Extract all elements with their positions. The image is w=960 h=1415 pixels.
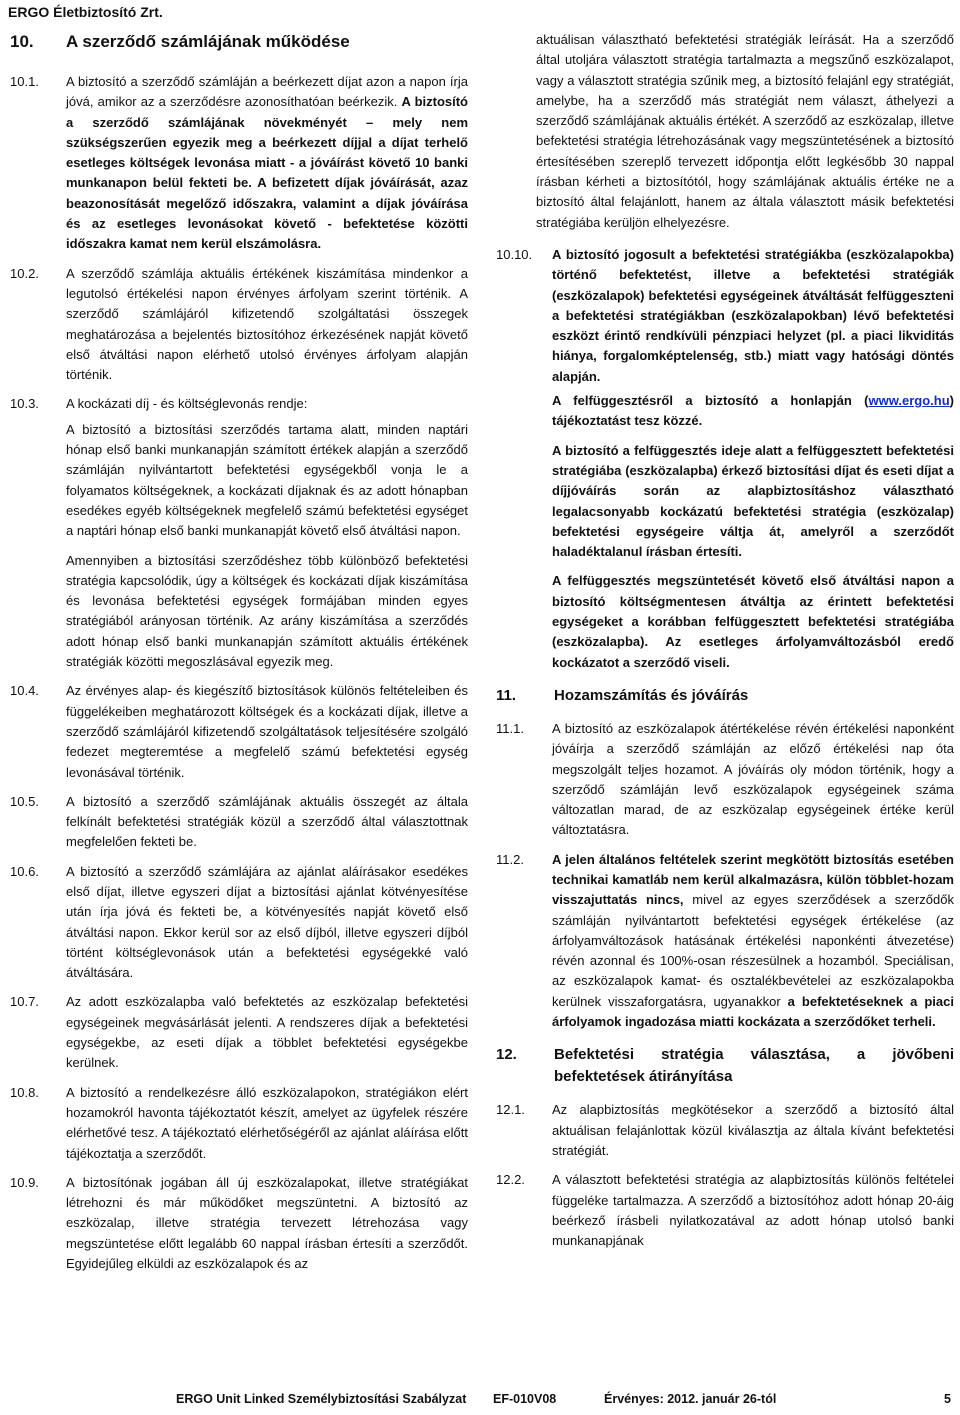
clause-10-3-paragraph-2: Amennyiben a biztosítási szerződéshez több különböző befektetési stratégia kapcsolódik, úgy a költségek és kockázati díjak kiszámítása és levonása befektetési egységek formájában minden egyes stratégiából arányosan történik. Az arány kiszámítása a szerződés adott hónap első banki munkanapján számított aktuális értékének stratégiák közötti megoszlásával egyezik meg.	[66, 552, 468, 670]
clause-11-2	[496, 850, 954, 1033]
clause-10-10-paragraph-4: A felfüggesztés megszüntetését követő első átváltási napon a biztosító költségmentesen átváltja az érintett befektetési egységeket a korábban felfüggesztett befektetési stratégiába (eszközalapba). Az esetleges árfolyamváltozásból eredő kockázatot a szerződő viseli.	[552, 573, 954, 670]
section-title: Befektetési stratégia választása, a jövőbeni befektetések átirányítása	[554, 1046, 954, 1086]
clause-text: A választott befektetési stratégia az alapbiztosítás különös feltételei függeléke tartalmazza. A szerződő a biztosítóhoz adott hónap 20-áig beérkező írásbeli nyilatkozatával az adott hónap utolsó banki munkanapjának	[552, 1172, 954, 1249]
clause-number: 10.8.	[10, 1084, 39, 1100]
clause-text: A biztosítónak jogában áll új eszközalapokat, illetve stratégiákat létrehozni és már működőket megszüntetni. A biztosító az eszközalap, illetve stratégia tervezett létrehozása vagy megszüntetése előtt legalább 60 nappal írásban értesíti a szerződőt. Egyidejűleg elküldi az eszközalapok és az	[66, 1174, 468, 1272]
section-title: A szerződő számlájának működése	[66, 32, 350, 51]
clause-12-2	[496, 1170, 954, 1251]
clause-10-1	[10, 72, 468, 255]
footer-document-code: EF-010V08	[493, 1392, 557, 1406]
clause-number: 12.2.	[496, 1172, 525, 1188]
footer-page-number: 5	[944, 1392, 951, 1406]
company-name: ERGO Életbiztosító Zrt.	[8, 4, 163, 20]
clause-text: Az alapbiztosítás megkötésekor a szerződő a biztosító által aktuálisan felajánlottak közül kiválasztja az általa kívánt befektetési stratégiát.	[552, 1102, 954, 1158]
clause-number: 10.2.	[10, 265, 39, 281]
clause-10-6	[10, 862, 468, 984]
clause-text: A szerződő számlája aktuális értékének kiszámítása mindenkor a legutolsó értékelési napon érvényes árfolyam szerint történik. A szerződő számlájáról kifizetendő szolgáltatási összegek meghatározása a bejelentés biztosítóhoz érkezésének napját követő első átváltási napon elérhető utolsó érvényes árfolyam alapján történik.	[66, 265, 468, 383]
clause-10-9	[10, 1173, 468, 1274]
clause-number: 10.6.	[10, 863, 39, 879]
clause-number: 11.1.	[496, 720, 524, 736]
clause-10-3	[10, 394, 468, 414]
clause-text: A biztosító a rendelkezésre álló eszközalapokon, stratégiákon elért hozamokról havonta tájékoztatót készít, amelyet az ügyfelek részére elérhetővé tesz. A tájékoztató elérhetőségéről az ajánlat aláírása előtt tájékoztatja a szerződőt.	[66, 1084, 468, 1161]
clause-number: 12.1.	[496, 1102, 525, 1118]
clause-10-10	[496, 245, 954, 387]
notice-text: A felfüggesztésről a biztosító a honlapján (	[552, 393, 869, 409]
clause-text: A kockázati díj - és költséglevonás rendje:	[66, 396, 308, 412]
clause-10-4	[10, 681, 468, 782]
clause-10-7	[10, 992, 468, 1073]
clause-text: A biztosító az eszközalapok átértékelése révén értékelési naponként jóváírja a szerződő számláján az előző értékelési nap óta megszolgált teljes hozamot. A jóváírás oly módon történik, hogy a szerződő számláján levő eszközalapok egységeinek száma változatlan marad, de az eszközalap egységeinek értéke kerül változtatásra.	[552, 720, 954, 838]
section-title: Hozamszámítás és jóváírás	[554, 686, 749, 704]
clause-10-10-paragraph-3: A biztosító a felfüggesztés ideje alatt a felfüggesztett befektetési stratégiába (eszközalapba) érkező biztosítási díjat és eseti díjat a díjjóváírás során az alapbiztosításhoz választható legalacsonyabb kockázatú befektetési stratégia (eszközalap) befektetési egységeire váltja át, amelyről a szerződőt haladéktalanul írásban értesíti.	[552, 442, 954, 560]
clause-number: 10.1.	[10, 74, 39, 89]
section-number: 10.	[10, 32, 34, 51]
clause-text-bold: A jelen általános feltételek szerint megkötött biztosítás esetében technikai kamatláb nem kerül alkalmazásra, külön többlet-hozam visszajuttatás nincs,	[552, 851, 954, 908]
clause-number: 10.4.	[10, 683, 39, 699]
clause-10-2	[10, 264, 468, 386]
clause-10-3-paragraph-1: A biztosító a biztosítási szerződés tartama alatt, minden naptári hónap első banki munkanapján számított értékek alapján a szerződő számláján nyilvántartott befektetési egységekből vonja le a folyamatos költségeknek, a kockázati díjaknak és az adott hónapban esedékes egyéb költségeknek megfelelő számú befektetési egységet a naptári hónap első banki munkanapját követő első átváltási napon.	[66, 421, 468, 539]
left-column	[10, 72, 468, 1283]
clause-10-10-notice	[552, 391, 954, 432]
clause-text: Az érvényes alap- és kiegészítő biztosítások különös feltételeiben és függelékeiben meghatározott költségek és a kockázati díjak, illetve a szerződő számlájáról kifizetendő szolgáltatások teljesítésére szolgáló fedezet megteremtése a megfelelő számú befektetési egység levonásával történik.	[66, 683, 468, 780]
clause-11-1	[496, 719, 954, 841]
clause-text: Az adott eszközalapba való befektetés az eszközalap befektetési egységeinek megvásárlását jelenti. A rendszeres díjak a befektetési egységekbe, az eseti díjak a többlet befektetési egységekbe kerülnek.	[66, 994, 468, 1071]
clause-text-bold: A biztosító a szerződő számlájának növekményét – mely nem szükségszerűen egyezik meg a beérkezett díjjal a díjat terhelő esetleges költségek levonása miatt - a jóváírást követő 10 banki munkanapon belül fekteti be. A befizetett díjak jóváírását, azaz beazonosítását megelőző időszakra, valamint a díjak jóváírása és az esetleges levonásokat követő - befektetése közötti időszakra kamat nem kerül elszámolásra.	[66, 94, 468, 252]
section-number: 11.	[496, 686, 517, 704]
clause-text: A biztosító a szerződő számlájának aktuális összegét az általa felkínált befektetési stratégiák közül a szerződő által választottnak megfelelően fekteti be.	[66, 793, 468, 850]
clause-number: 10.9.	[10, 1174, 39, 1190]
clause-text-plain: A biztosító a szerződő számláján a beérkezett díjat azon a napon írja jóvá, amikor az a szerződésre azonosíthatóan beérkezik.	[66, 74, 468, 110]
ergo-website-link[interactable]: www.ergo.hu	[868, 393, 950, 409]
clause-number: 10.5.	[10, 793, 39, 809]
clause-text-bold-end: a befektetéseknek a piaci árfolyamok ingadozása miatti kockázata a szerződőket terheli.	[552, 993, 954, 1030]
clause-10-9-continuation: aktuálisan választható befektetési stratégiák leírását. Ha a szerződő által utoljára választott stratégia tartalmazta a megszűnő eszközalapot, vagy a választott stratégia szűnik meg, a biztosító felajánl egy stratégiát, amelybe, ha a szerződő más stratégiát nem választ, áthelyezi a szerződő számlájának aktuális értékét. A szerződő az eszközalap, illetve befektetési stratégia létrehozásának vagy megszüntetésének a biztosító értesítésében szereplő tervezett időpontja előtt legkésőbb 30 nappal írásban kérheti a biztosítótól, hogy számlájának aktuális értéke ne a biztosító által felajánlott, hanem az általa választott másik befektetési stratégiába kerüljön elhelyezésre.	[536, 32, 954, 230]
clause-text: A biztosító jogosult a befektetési stratégiákba (eszközalapokba) történő befektetést, illetve a befektetési stratégiák (eszközalapok) befektetési egységeinek átváltását felfüggeszteni a befektetési stratégiákban (eszközalapokban) lévő befektetési eszközt érintő rendkívüli pénzpiaci helyzet (pl. a piaci likviditás hiánya, forgalomképtelenség, stb.) miatt vagy hatósági döntés alapján.	[552, 246, 954, 384]
clause-number: 10.10.	[496, 246, 533, 262]
clause-number: 10.3.	[10, 396, 39, 412]
clause-number: 11.2.	[496, 851, 524, 867]
clause-text	[552, 850, 954, 1033]
section-12-heading	[496, 1044, 954, 1088]
footer-document-title: ERGO Unit Linked Személybiztosítási Szabályzat	[176, 1392, 467, 1406]
section-number: 12.	[496, 1046, 517, 1064]
clause-12-1	[496, 1100, 954, 1161]
clause-text-plain: mivel az egyes szerződések a szerződők számláján nyilvántartott befektetési egységek értékelése (az árfolyamváltozások hatásának értékelési naponkénti átvezetése) révén azonnal és 100%-osan részesülnek a hozamból. Speciálisan, az eszközalapok kamat- és osztalékbevételei az eszközalapokba kerülnek visszaforgatásra, ugyanakkor	[552, 892, 954, 1009]
section-10-heading	[10, 32, 480, 52]
clause-10-5	[10, 792, 468, 853]
right-column	[496, 30, 954, 1260]
footer-validity: Érvényes: 2012. január 26-tól	[604, 1392, 777, 1406]
section-11-heading	[496, 685, 954, 707]
notice-text-end: ) tájékoztatást tesz közzé.	[552, 393, 954, 429]
clause-text: A biztosító a szerződő számlájára az ajánlat aláírásakor esedékes első díjat, illetve egyszeri díjat a biztosítási ajánlat kötvényesítése után írja jóvá és fekteti be, a kötvényesítés napját követő első átváltási napon. Ekkor kerül sor az első díjból, illetve egyszeri díjból történt költséglevonások után a befektetési egységekké való átváltására.	[66, 863, 468, 981]
clause-number: 10.7.	[10, 994, 39, 1010]
clause-10-8	[10, 1083, 468, 1164]
clause-text	[66, 72, 468, 255]
